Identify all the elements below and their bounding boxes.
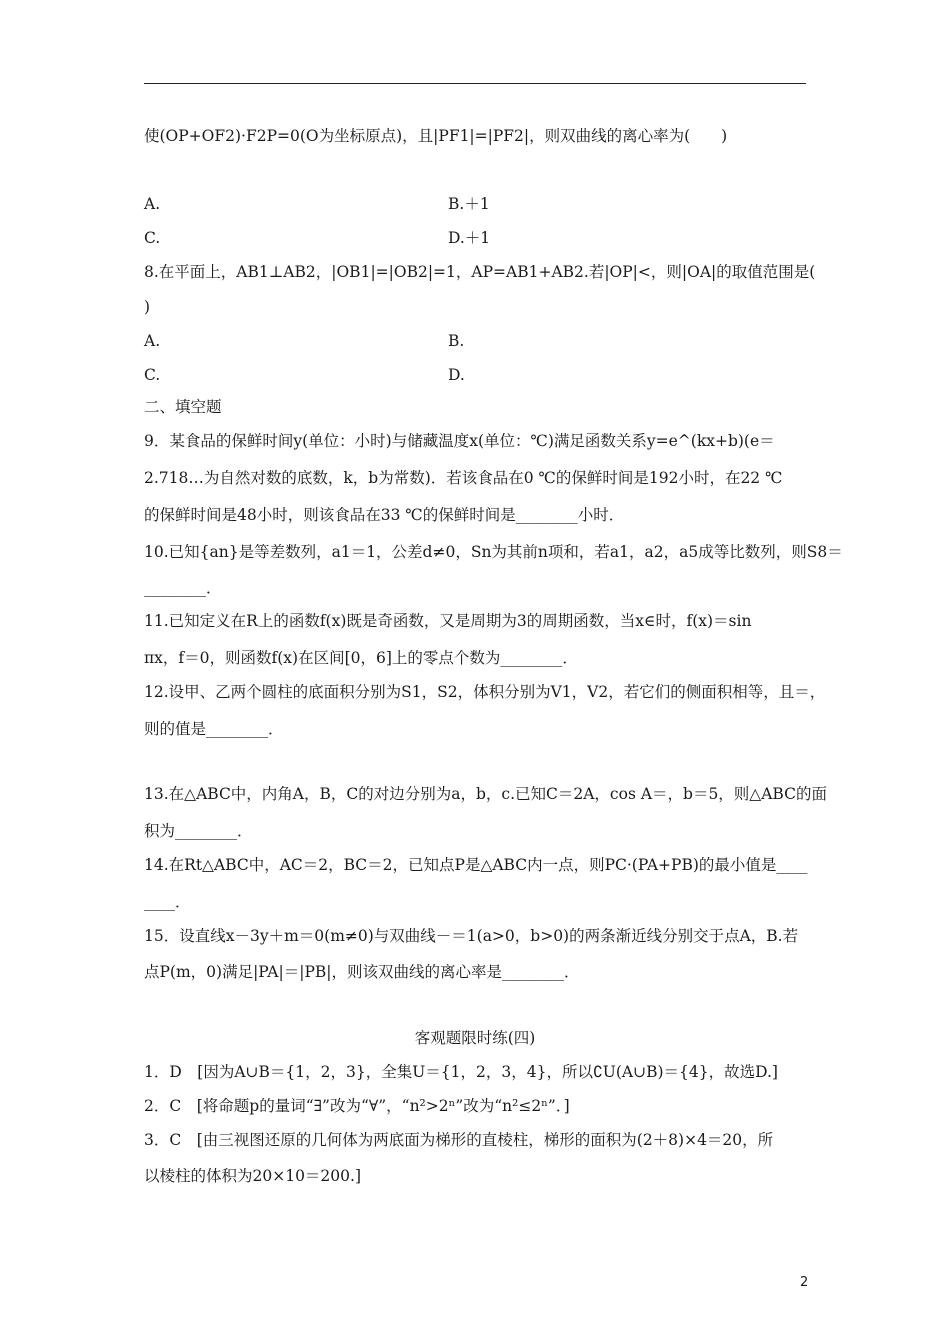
section-heading: 二、填空题	[144, 398, 222, 416]
option-c: C.	[144, 366, 161, 384]
answer-3: 3．C [由三视图还原的几何体为两底面为梯形的直棱柱，梯形的面积为(2＋8)×4＝20，所	[144, 1131, 774, 1149]
text-line: 的保鲜时间是48小时，则该食品在33 ℃的保鲜时间是________小时．	[144, 506, 625, 524]
answers-heading: 客观题限时练(四)	[414, 1029, 536, 1047]
question-8: 8.在平面上，AB1⊥AB2，|OB1|=|OB2|=1，AP=AB1+AB2.若|OP|<，则|OA|的取值范围是(	[144, 263, 816, 281]
question-9: 9．某食品的保鲜时间y(单位：小时)与储藏温度x(单位：℃)满足函数关系y=e^(kx+b)(e＝	[144, 432, 775, 450]
option-d: D.＋1	[448, 229, 491, 247]
text-line: 2.718…为自然对数的底数，k，b为常数)．若该食品在0 ℃的保鲜时间是192小时，在22 ℃	[144, 469, 783, 487]
text-line: ________．	[144, 579, 222, 597]
option-d: D.	[448, 366, 465, 384]
question-15: 15．设直线x－3y＋m＝0(m≠0)与双曲线－＝1(a>0，b>0)的两条渐近线分别交于点A，B.若	[144, 927, 799, 945]
answer-2: 2．C [将命题p的量词“∃”改为“∀”，“n²>2ⁿ”改为“n²≤2ⁿ”．]	[144, 1097, 570, 1115]
answer-1: 1．D [因为A∪B＝{1，2，3}，全集U＝{1，2，3，4}，所以∁U(A∪B)＝{4}，故选D.]	[144, 1063, 778, 1081]
option-b: B.＋1	[448, 195, 490, 213]
page-number: 2	[800, 1275, 809, 1290]
header-rule	[144, 83, 806, 84]
text-line: ____．	[144, 893, 191, 911]
text-line: 则的值是________．	[144, 720, 284, 738]
option-a: A.	[144, 195, 161, 213]
option-b: B.	[448, 332, 465, 350]
question-12: 12.设甲、乙两个圆柱的底面积分别为S1，S2，体积分别为V1，V2，若它们的侧面积相等，且＝，	[144, 683, 826, 701]
text-line: πx，f＝0，则函数f(x)在区间[0，6]上的零点个数为________．	[144, 649, 578, 667]
question-11: 11.已知定义在R上的函数f(x)既是奇函数，又是周期为3的周期函数，当x∈时，f(x)＝sin	[144, 612, 752, 630]
text-line: 以棱柱的体积为20×10＝200.]	[144, 1167, 361, 1185]
text-line: 点P(m，0)满足|PA|＝|PB|，则该双曲线的离心率是________．	[144, 963, 580, 981]
question-13: 13.在△ABC中，内角A，B，C的对边分别为a，b，c.已知C＝2A，cos A＝，b＝5，则△ABC的面	[144, 785, 827, 803]
text-line: 积为________．	[144, 822, 253, 840]
question-10: 10.已知{an}是等差数列，a1＝1，公差d≠0，Sn为其前n项和，若a1，a2，a5成等比数列，则S8＝	[144, 543, 843, 561]
option-c: C.	[144, 229, 161, 247]
text-line: 使(OP+OF2)·F2P=0(O为坐标原点)，且|PF1|=|PF2|，则双曲线的离心率为( )	[144, 127, 728, 145]
option-a: A.	[144, 332, 161, 350]
question-14: 14.在Rt△ABC中，AC＝2，BC＝2，已知点P是△ABC内一点，则PC·(PA+PB)的最小值是____	[144, 856, 808, 874]
text-line: )	[144, 298, 151, 316]
